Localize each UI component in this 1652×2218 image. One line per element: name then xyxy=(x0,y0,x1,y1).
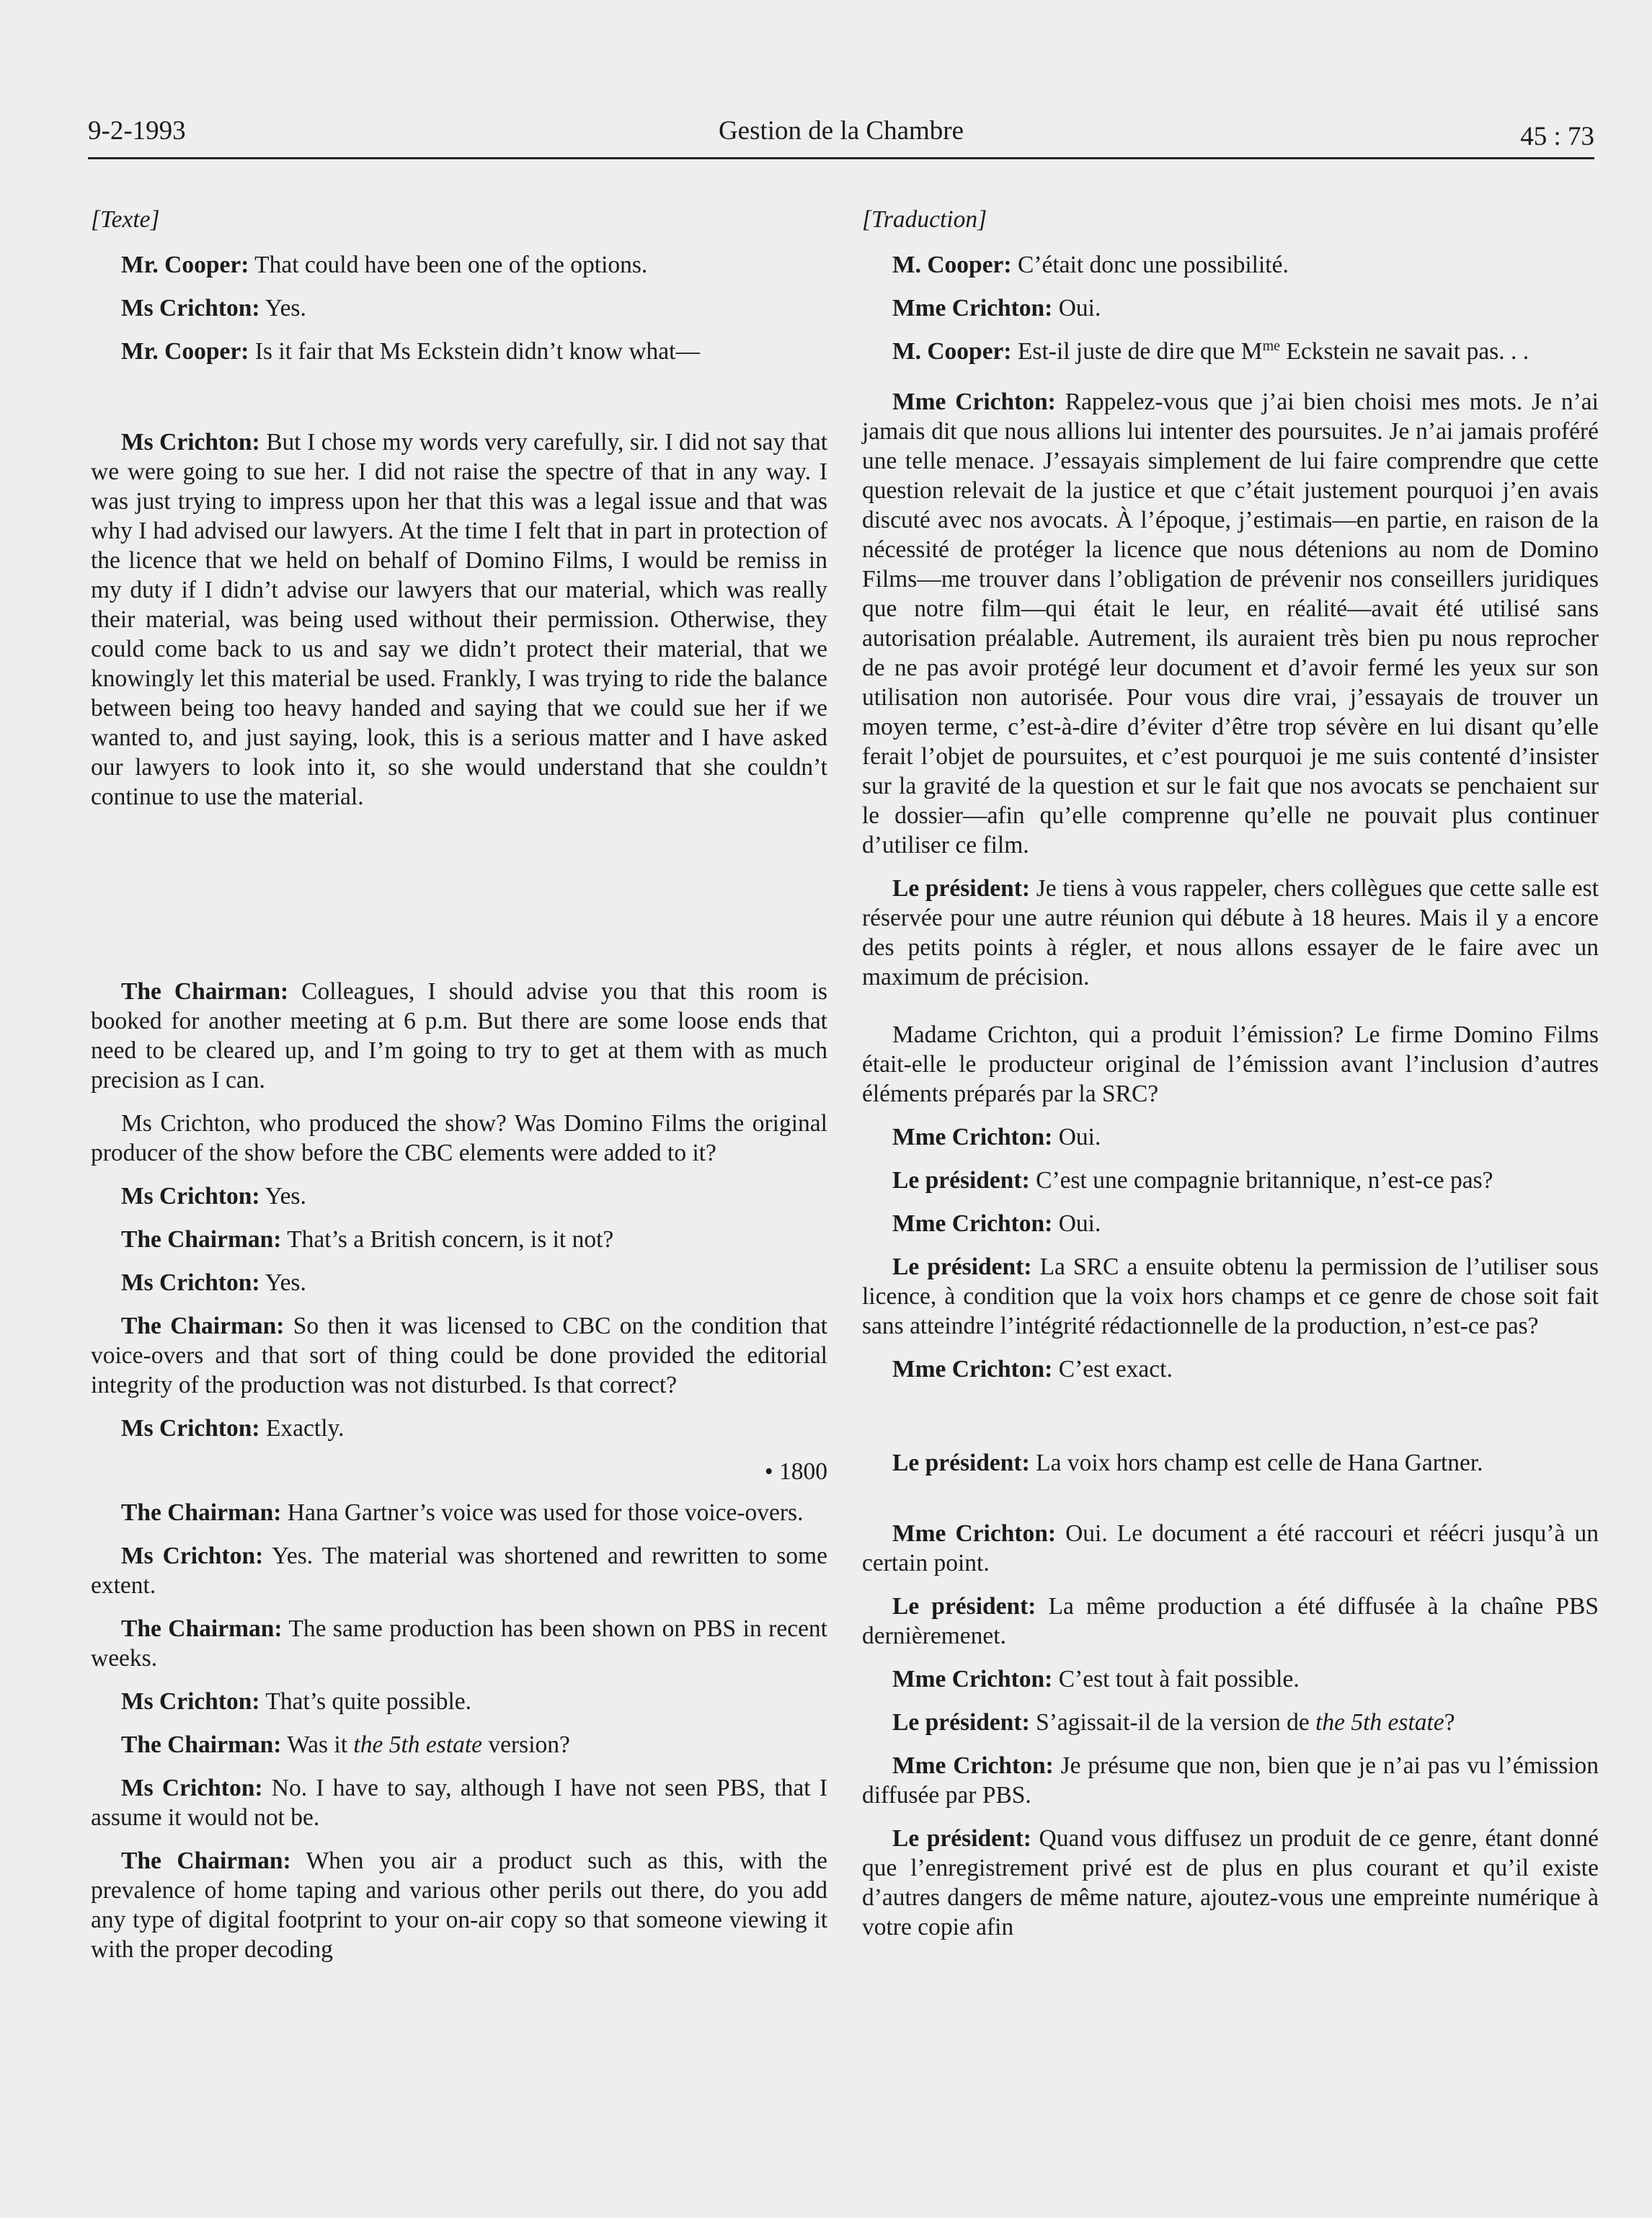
speech-text: ? xyxy=(1444,1709,1455,1736)
page-header xyxy=(88,115,1594,157)
speech-text: Oui. Le document a été raccouri et réécri jusqu’à un certain point. xyxy=(862,1520,1599,1576)
header-title: Gestion de la Chambre xyxy=(718,116,964,146)
speech-text: Est-il juste de dire que M xyxy=(1011,338,1263,365)
speaker-name: Mr. Cooper: xyxy=(121,338,249,365)
speaker-name: Mme Crichton: xyxy=(892,389,1056,415)
spacer xyxy=(862,1006,1599,1020)
speech-text: Yes. xyxy=(259,1183,306,1210)
speaker-name: The Chairman: xyxy=(121,1499,282,1526)
paragraph xyxy=(91,293,827,323)
paragraph xyxy=(862,1252,1599,1341)
speaker-name: Mr. Cooper: xyxy=(121,252,249,278)
speech-text: La même production a été diffusée à la chaîne PBS dernièremenet. xyxy=(862,1593,1599,1649)
spacer xyxy=(862,1491,1599,1519)
speaker-name: Mme Crichton: xyxy=(892,1210,1053,1237)
speaker-name: Ms Crichton: xyxy=(121,1183,260,1210)
section-label-translation: [Traduction] xyxy=(862,206,987,233)
speech-text: That could have been one of the options. xyxy=(249,252,648,278)
speech-text: The same production has been shown on PBS in recent weeks. xyxy=(91,1615,827,1672)
speaker-name: Ms Crichton: xyxy=(121,1415,260,1442)
paragraph xyxy=(862,1824,1599,1942)
speech-text: version? xyxy=(482,1731,570,1758)
speech-text: No. I have to say, although I have not seen PBS, that I assume it would not be. xyxy=(91,1775,827,1831)
section-label-text: [Texte] xyxy=(91,206,160,233)
speaker-name: The Chairman: xyxy=(121,1731,282,1758)
paragraph xyxy=(91,1773,827,1832)
speech-text: But I chose my words very carefully, sir. I did not say that we were going to sue her. I did not raise the spectre of that in any way. I was just trying to impress upon her that this was a legal issue and that was why I had advised our lawyers. At the time I felt that in part in protection of the licence that we held on behalf of Domino Films, I would be remiss in my duty if I didn’t advise our lawyers that our material, which was really their material, was being used without their permission. Otherwise, they could come back to us and say we didn’t protect their material, that we knowingly let this material be used. Frankly, I was trying to ride the balance between being too heavy handed and saying that we could sue her if we wanted to, and just saying, look, this is a serious matter and I have asked our lawyers to look into it, so she would understand that she couldn’t continue to use the material. xyxy=(91,429,828,810)
speech-text: Quand vous diffusez un produit de ce genre, étant donné que l’enregistrement privé est de plus en plus courant et qu’il existe d’autres dangers de même nature, ajoutez-vous une empreinte numérique à votre copie afin xyxy=(862,1825,1599,1940)
program-title: the 5th estate xyxy=(353,1731,483,1758)
speech-text: C’était donc une possibilité. xyxy=(1011,252,1289,278)
paragraph xyxy=(862,1708,1599,1737)
paragraph: Madame Crichton, qui a produit l’émission? Le firme Domino Films était-elle le producteur original de l’émission avant l’inclusion d’autres éléments préparés par la SRC? xyxy=(862,1021,1599,1107)
speaker-name: Mme Crichton: xyxy=(892,1124,1053,1150)
paragraph xyxy=(91,427,827,812)
speech-text: So then it was licensed to CBC on the condition that voice-overs and that sort of thing could be done provided the editorial integrity of the production was not disturbed. Is that correct? xyxy=(91,1313,827,1398)
french-column xyxy=(862,205,1599,1956)
speech-text: Rappelez-vous que j’ai bien choisi mes mots. Je n’ai jamais dit que nous allions lui intenter des poursuites. Je n’ai jamais proféré une telle menace. J’essayais simplement de lui faire comprendre que cette question relevait de la justice et que c’était justement pourquoi j’en avais discuté avec nos avocats. À l’époque, j’estimais—en partie, en raison de la nécessité de protéger la licence que nous détenions au nom de Domino Films—me trouver dans l’obligation de prévenir nos conseillers juridiques que notre film—qui était le leur, en réalité—avait été utilisé sans autorisation préalable. Autrement, ils auraient très bien pu nous reprocher de ne pas avoir protégé leur document et d’avoir fermé les yeux sur son utilisation non autorisée. Pour vous dire vrai, j’essayais de trouver un moyen terme, c’est-à-dire d’éviter d’être trop sévère en lui disant qu’elle ferait l’objet de poursuites, et c’est pourquoi je me suis contenté d’insister sur la gravité de la question et sur le fait que nos avocats se penchaient sur le dossier—afin qu’elle comprenne qu’elle ne pouvait plus continuer d’utiliser ce film. xyxy=(862,389,1599,859)
speaker-name: Le président: xyxy=(892,1593,1036,1620)
paragraph xyxy=(91,1311,827,1400)
paragraph xyxy=(862,1354,1599,1384)
paragraph xyxy=(91,1730,827,1760)
speech-text: Je tiens à vous rappeler, chers collègues que cette salle est réservée pour une autre réunion qui débute à 18 heures. Mais il y a encore des petits points à régler, et nous allons essayer de le faire avec un maximum de précision. xyxy=(862,875,1599,990)
speaker-name: M. Cooper: xyxy=(892,252,1012,278)
paragraph xyxy=(91,337,827,366)
speaker-name: Ms Crichton: xyxy=(121,295,260,321)
header-page-number: 45 : 73 xyxy=(1520,122,1594,151)
spacer xyxy=(91,825,827,977)
header-date: 9-2-1993 xyxy=(88,116,186,146)
paragraph xyxy=(91,1614,827,1673)
paragraph xyxy=(91,1268,827,1297)
speaker-name: Mme Crichton: xyxy=(892,1356,1053,1383)
speech-text: Colleagues, I should advise you that this room is booked for another meeting at 6 p.m. But there are some loose ends that need to be cleared up, and I’m going to try to get at them with as much precision as I can. xyxy=(91,978,827,1094)
paragraph xyxy=(862,1209,1599,1238)
speech-text: C’est une compagnie britannique, n’est-ce pas? xyxy=(1029,1167,1493,1194)
speech-text: La SRC a ensuite obtenu la permission de l’utiliser sous licence, à condition que la voix hors champs et ce genre de chose soit fait sans atteindre l’intégrité rédactionnelle de la production, n’est-ce pas? xyxy=(862,1254,1599,1339)
speaker-name: Le président: xyxy=(892,875,1031,902)
time-marker: • 1800 xyxy=(764,1458,827,1485)
paragraph xyxy=(862,1448,1599,1478)
speech-text: That’s a British concern, is it not? xyxy=(281,1226,614,1253)
speaker-name: M. Cooper: xyxy=(892,338,1012,365)
speech-text: Yes. xyxy=(259,295,306,321)
paragraph xyxy=(862,1519,1599,1578)
paragraph xyxy=(862,1751,1599,1810)
superscript: me xyxy=(1262,337,1280,354)
speaker-name: Mme Crichton: xyxy=(892,295,1053,321)
paragraph xyxy=(91,1687,827,1716)
speaker-name: Ms Crichton: xyxy=(121,1775,263,1801)
speech-text: Yes. The material was shortened and rewritten to some extent. xyxy=(91,1543,827,1599)
speaker-name: Mme Crichton: xyxy=(892,1666,1053,1693)
speaker-name: Le président: xyxy=(892,1254,1032,1280)
speech-text: Oui. xyxy=(1052,295,1101,321)
spacer xyxy=(862,1398,1599,1448)
speaker-name: Ms Crichton: xyxy=(121,1688,260,1715)
paragraph xyxy=(862,250,1599,280)
speech-text: Is it fair that Ms Eckstein didn’t know what— xyxy=(249,338,700,365)
paragraph xyxy=(862,1166,1599,1195)
speaker-name: Le président: xyxy=(892,1450,1030,1476)
speech-text: When you air a product such as this, with the prevalence of home taping and various other perils out there, do you add any type of digital footprint to your on-air copy so that someone viewing it with the proper decoding xyxy=(91,1847,827,1963)
paragraph xyxy=(862,387,1599,860)
speech-text: S’agissait-il de la version de xyxy=(1029,1709,1316,1736)
paragraph xyxy=(91,1846,827,1964)
paragraph xyxy=(91,1181,827,1211)
speech-text: Oui. xyxy=(1052,1124,1101,1150)
speaker-name: Le président: xyxy=(892,1167,1030,1194)
english-column xyxy=(91,205,827,1978)
speaker-name: The Chairman: xyxy=(121,978,289,1005)
paragraph xyxy=(91,1541,827,1600)
speech-text: That’s quite possible. xyxy=(259,1688,472,1715)
speech-text: C’est tout à fait possible. xyxy=(1052,1666,1300,1693)
paragraph xyxy=(91,977,827,1095)
speaker-name: The Chairman: xyxy=(121,1615,283,1642)
speech-text: Je présume que non, bien que je n’ai pas vu l’émission diffusée par PBS. xyxy=(862,1752,1599,1809)
paragraph xyxy=(862,293,1599,323)
paragraph xyxy=(862,1664,1599,1694)
paragraph xyxy=(91,250,827,280)
speech-text: C’est exact. xyxy=(1052,1356,1173,1383)
speech-text: Yes. xyxy=(259,1269,306,1296)
header-rule xyxy=(88,157,1594,159)
paragraph xyxy=(91,1414,827,1443)
speech-text: Eckstein ne savait pas. . . xyxy=(1280,338,1529,365)
speaker-name: The Chairman: xyxy=(121,1313,285,1339)
speech-text: Exactly. xyxy=(259,1415,345,1442)
paragraph: Ms Crichton, who produced the show? Was Domino Films the original producer of the show before the CBC elements were added to it? xyxy=(91,1110,827,1166)
speech-text: Oui. xyxy=(1052,1210,1101,1237)
speaker-name: Mme Crichton: xyxy=(892,1520,1057,1547)
spacer xyxy=(862,380,1599,387)
paragraph xyxy=(862,1122,1599,1152)
speech-text: La voix hors champ est celle de Hana Gartner. xyxy=(1029,1450,1483,1476)
paragraph xyxy=(91,1225,827,1254)
speaker-name: Ms Crichton: xyxy=(121,1269,260,1296)
paragraph xyxy=(862,337,1599,366)
paragraph xyxy=(862,874,1599,992)
paragraph xyxy=(91,1498,827,1527)
speaker-name: Ms Crichton: xyxy=(121,1543,264,1569)
spacer xyxy=(91,380,827,427)
speaker-name: Le président: xyxy=(892,1709,1030,1736)
speaker-name: Mme Crichton: xyxy=(892,1752,1054,1779)
speaker-name: Ms Crichton: xyxy=(121,429,260,456)
speech-text: Hana Gartner’s voice was used for those voice-overs. xyxy=(281,1499,804,1526)
speaker-name: Le président: xyxy=(892,1825,1031,1852)
speech-text: Was it xyxy=(281,1731,354,1758)
paragraph xyxy=(862,1592,1599,1651)
speaker-name: The Chairman: xyxy=(121,1226,282,1253)
program-title: the 5th estate xyxy=(1315,1709,1444,1736)
speaker-name: The Chairman: xyxy=(121,1847,291,1874)
